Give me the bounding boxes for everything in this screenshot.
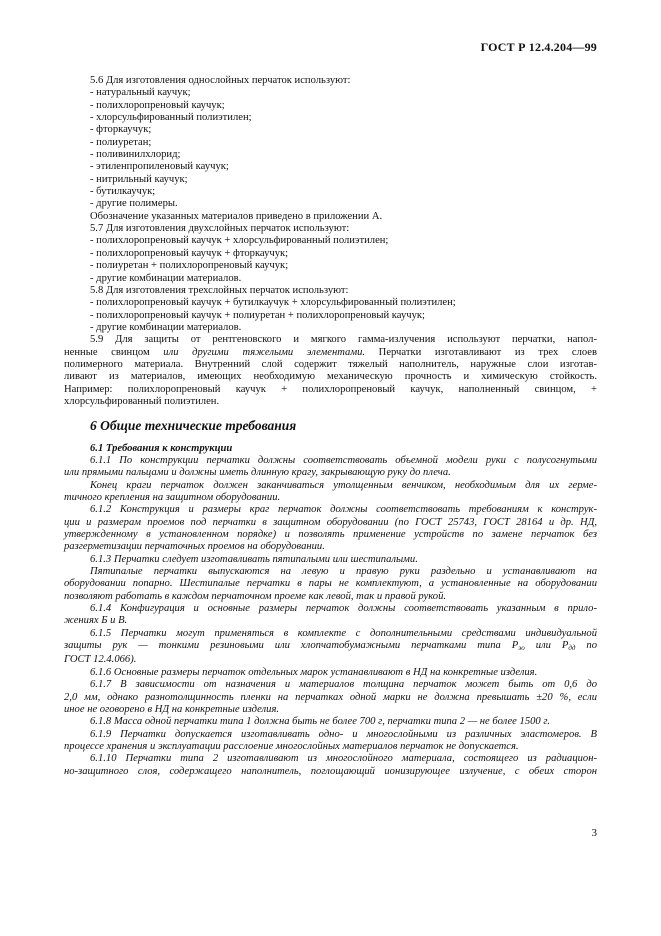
text-line: тичного крепления на защитном оборудовании.	[64, 492, 281, 503]
text-line: жениях Б и В.	[64, 615, 128, 627]
clause-5-6-note: Обозначение указанных материалов приведено в приложении А.	[90, 210, 383, 222]
clause-5-8-intro: 5.8 Для изготовления трехслойных перчаток используют:	[90, 284, 349, 296]
text-line: процессе хранения и эксплуатации расслоение многослойных материалов перчаток не допускается.	[64, 740, 519, 752]
text-line: утвержденному в установленном порядке) и позволять применение устройств по замене перчаток без	[64, 529, 597, 541]
clause-5-7-intro: 5.7 Для изготовления двухслойных перчаток используют:	[90, 223, 350, 235]
text-run: защиты рук — тонкими резиновыми или хлопчатобумажными перчатками типа P	[64, 640, 519, 652]
subscript: эо	[518, 644, 525, 653]
list-item: - поливинилхлорид;	[90, 149, 181, 161]
list-item: - нитрильный каучук;	[90, 173, 188, 185]
list-item: - полиуретан + полихлоропреновый каучук;	[90, 260, 289, 272]
list-item: - этиленпропиленовый каучук;	[90, 161, 229, 173]
list-item: - другие комбинации материалов.	[90, 321, 242, 333]
text-line: или прямыми пальцами и должны иметь длинную крагу, закрывающую руку до плеча.	[64, 467, 451, 479]
text-run: ненные свинцом	[64, 346, 164, 358]
text-line: оборудовании попарно. Шестипалые перчатки в пары не комплектуют, а установленные на оборудовании	[64, 578, 597, 590]
text-line	[64, 347, 597, 359]
list-item: - хлорсульфированный полиэтилен;	[90, 112, 252, 124]
page-content	[64, 75, 597, 778]
list-item: - полихлоропреновый каучук + хлорсульфированный полиэтилен;	[90, 235, 389, 247]
text-line: ции и размерам проемов под перчатки в защитном оборудовании (по ГОСТ 25743, ГОСТ 28164 и др. НД,	[64, 516, 597, 528]
list-item: - полихлоропреновый каучук + бутилкаучук + хлорсульфированный полиэтилен;	[90, 297, 456, 309]
text-line: 6.1.10 Перчатки типа 2 изготавливают из многослойного материала, состоящего из радиацион-	[90, 753, 597, 765]
text-line: 6.1.4 Конфигурация и основные размеры перчаток должны соответствовать указанным в прило-	[90, 603, 597, 615]
list-item: - полихлоропреновый каучук;	[90, 99, 225, 111]
text-line: Например: полихлоропреновый каучук + полихлоропреновый каучук, наполненный свинцом, +	[64, 383, 597, 395]
clause-5-6-list	[64, 87, 597, 210]
clause-5-9	[64, 334, 597, 408]
text-line: полимерного материала. Внутренний слой содержит тяжелый наполнитель, наружные слои изготав-	[64, 358, 597, 370]
text-line: 6.1.8 Масса одной перчатки типа 1 должна быть не более 700 г, перчатки типа 2 — не более 1500 г.	[90, 716, 551, 728]
text-line: 6.1.9 Перчатки допускается изготавливать одно- и многослойными из различных эластомеров. В	[90, 728, 597, 740]
list-item: - другие полимеры.	[90, 198, 178, 210]
text-line: ГОСТ 12.4.066).	[64, 654, 137, 666]
text-line: 2,0 мм, однако разнотолщинность пленки на перчатках одной марки не должна превышать ±20 %, если	[64, 691, 597, 703]
text-line: 6.1.6 Основные размеры перчаток отдельных марок устанавливают в НД на конкретные изделия.	[90, 666, 538, 678]
list-item: - полихлоропреновый каучук + фторкаучук;	[90, 247, 289, 259]
list-item: - натуральный каучук;	[90, 87, 191, 99]
text-run: или P	[524, 640, 569, 652]
text-line: 6.1.1 По конструкции перчатки должны соответствовать объемной модели руки с полусогнутыми	[90, 454, 597, 466]
subsection-6-1-title: 6.1 Требования к конструкции	[90, 442, 233, 454]
list-item: - фторкаучук;	[90, 124, 152, 136]
text-run: по	[575, 640, 598, 652]
text-run: Перчатки изготавливают из трех слоев	[365, 346, 597, 358]
list-item: - бутилкаучук;	[90, 186, 156, 198]
text-line: хлорсульфированный полиэтилен.	[64, 395, 220, 407]
list-item: - другие комбинации материалов.	[90, 272, 242, 284]
text-line: но-защитного слоя, содержащего наполнитель, поглощающий ионизирующее излучение, с обеих сторон	[64, 765, 597, 777]
list-item: - полихлоропреновый каучук + полиуретан + полихлоропреновый каучук;	[90, 309, 425, 321]
text-line: 6.1.7 В зависимости от назначения и материалов толщина перчаток может быть от 0,6 до	[90, 679, 597, 691]
text-line: Пятипалые перчатки выпускаются на левую и правую руки раздельно и устанавливают на	[90, 566, 597, 578]
text-line: иное не оговорено в НД на конкретные изделия.	[64, 703, 280, 715]
section-6-body	[64, 443, 597, 778]
text-line: разгерметизации перчаточных проемов на оборудовании.	[64, 541, 325, 553]
text-line: 5.9 Для защиты от рентгеновского и мягкого гамма-излучения используют перчатки, напол-	[90, 334, 597, 346]
text-line: 6.1.3 Перчатки следует изготавливать пятипалыми или шестипалыми.	[90, 553, 418, 565]
text-line: позволяют работать в каждом перчаточном проеме как левой, так и правой рукой.	[64, 590, 447, 602]
list-item: - полиуретан;	[90, 136, 152, 148]
text-line: 6.1.5 Перчатки могут применяться в комплекте с дополнительными средствами индивидуальной	[90, 627, 597, 639]
italic-run: или другими тяжелыми элементами.	[163, 346, 366, 358]
subscript: дд	[568, 644, 576, 653]
document-header: ГОСТ Р 12.4.204—99	[480, 40, 597, 54]
text-line: ливают из материалов, имеющих необходимую механическую прочность и химическую стойкость.	[64, 371, 597, 383]
text-line: Конец краги перчаток должен заканчиваться утолщенным венчиком, необходимым для их герме-	[90, 479, 597, 491]
text-line: 6.1.2 Конструкция и размеры краг перчаток должны соответствовать требованиям к конструк-	[90, 504, 597, 516]
page-number: 3	[591, 827, 597, 839]
clause-5-6-intro: 5.6 Для изготовления однослойных перчаток используют:	[90, 75, 351, 86]
section-6-title: 6 Общие технические требования	[90, 418, 297, 434]
text-line	[64, 640, 597, 654]
